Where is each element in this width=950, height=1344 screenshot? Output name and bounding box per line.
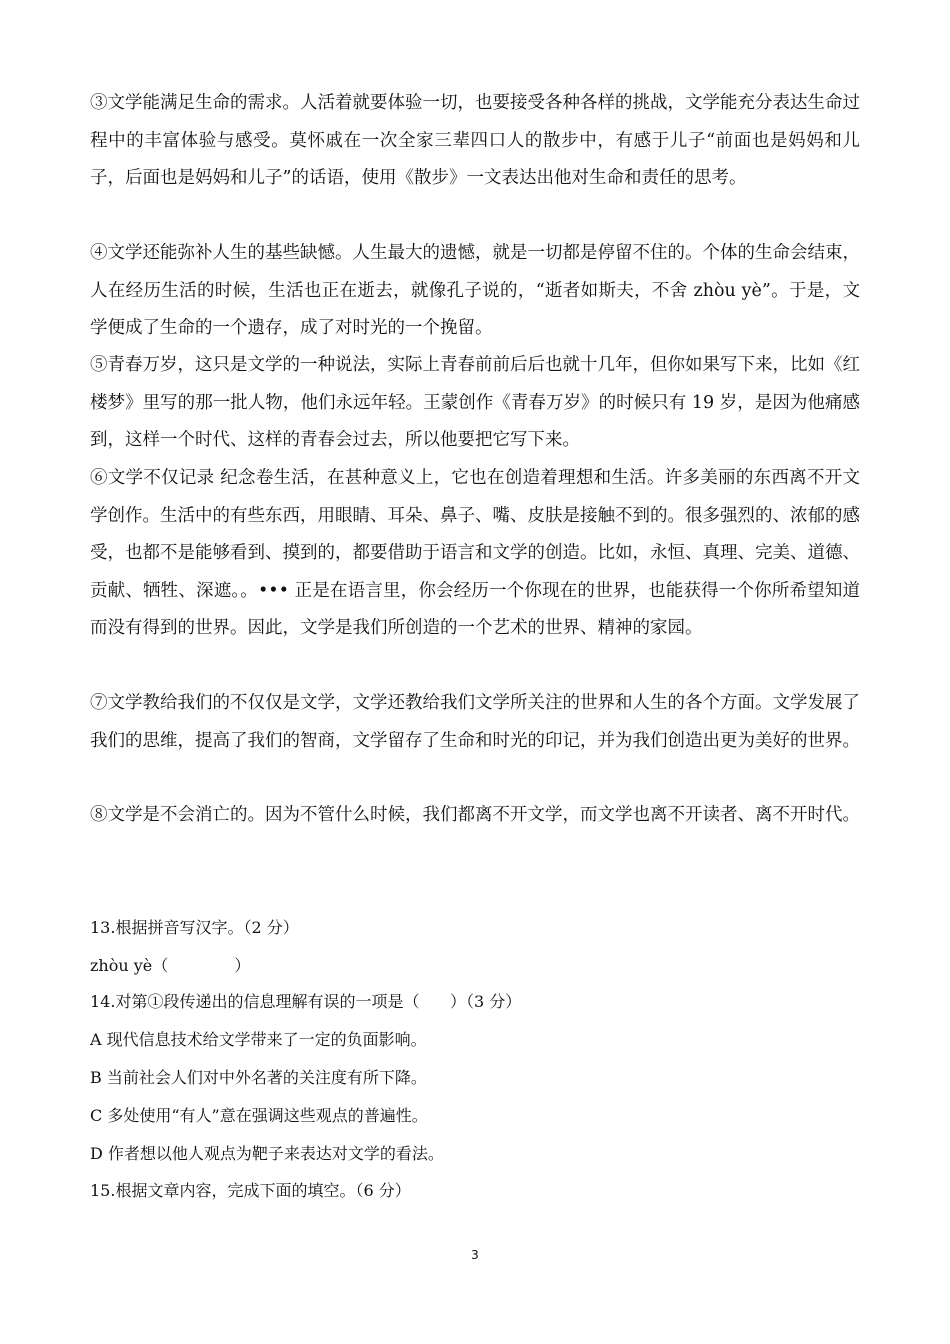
question-14-option-d: D 作者想以他人观点为靶子来表达对文学的看法。 <box>90 1144 444 1163</box>
question-14: 14.对第①段传递出的信息理解有误的一项是（ ）（3 分） <box>90 992 522 1011</box>
paragraph-4: ④文学还能弥补人生的基些缺憾。人生最大的遗憾，就是一切都是停留不住的。个体的生命会结束，人在经历生活的时候，生活也正在逝去，就像孔子说的，“逝者如斯夫，不舍 zhòu yè”。于是，文学便成了生命的一个遗存，成了对时光的一个挽留。 <box>90 243 860 338</box>
question-14-option-c: C 多处使用“有人”意在强调这些观点的普遍性。 <box>90 1106 428 1125</box>
question-13-answer-blank: zhòu yè（ ） <box>90 956 251 975</box>
paragraph-8: ⑧文学是不会消亡的。因为不管什么时候，我们都离不开文学，而文学也离不开读者、离不开时代。 <box>90 805 860 825</box>
paragraph-6: ⑥文学不仅记录 纪念卷生活，在甚种意义上，它也在创造着理想和生活。许多美丽的东西离不开文学创作。生活中的有些东西，用眼睛、耳朵、鼻子、嘴、皮肤是接触不到的。很多强烈的、浓郁的感受，也都不是能够看到、摸到的，都要借助于语言和文学的创造。比如，永恒、真理、完美、道德、贡献、牺牲、深遮。。••• 正是在语言里，你会经历一个你现在的世界，也能获得一个你所希望知道而没有得到的世界。因此，文学是我们所创造的一个艺术的世界、精神的家园。 <box>90 468 860 638</box>
paragraph-7: ⑦文学教给我们的不仅仅是文学，文学还教给我们文学所关注的世界和人生的各个方面。文学发展了我们的思维，提高了我们的智商，文学留存了生命和时光的印记，并为我们创造出更为美好的世界。 <box>90 693 860 751</box>
question-13: 13.根据拼音写汉字。（2 分） <box>90 918 299 937</box>
question-14-option-b: B 当前社会人们对中外名著的关注度有所下降。 <box>90 1068 427 1087</box>
paragraph-5: ⑤青春万岁，这只是文学的一种说法，实际上青春前前后后也就十几年，但你如果写下来，比如《红楼梦》里写的那一批人物，他们永远年轻。王蒙创作《青春万岁》的时候只有 19 岁，是因为他痛感到，这样一个时代、这样的青春会过去，所以他要把它写下来。 <box>90 355 860 450</box>
question-14-option-a: A 现代信息技术给文学带来了一定的负面影响。 <box>90 1030 427 1049</box>
page-number: 3 <box>471 1248 479 1262</box>
paragraph-3: ③文学能满足生命的需求。人活着就要体验一切，也要接受各种各样的挑战，文学能充分表达生命过程中的丰富体验与感受。莫怀戚在一次全家三辈四口人的散步中，有感于儿子“前面也是妈妈和儿子，后面也是妈妈和儿子”的话语，使用《散步》一文表达出他对生命和责任的思考。 <box>90 93 860 188</box>
question-15: 15.根据文章内容，完成下面的填空。（6 分） <box>90 1181 411 1200</box>
